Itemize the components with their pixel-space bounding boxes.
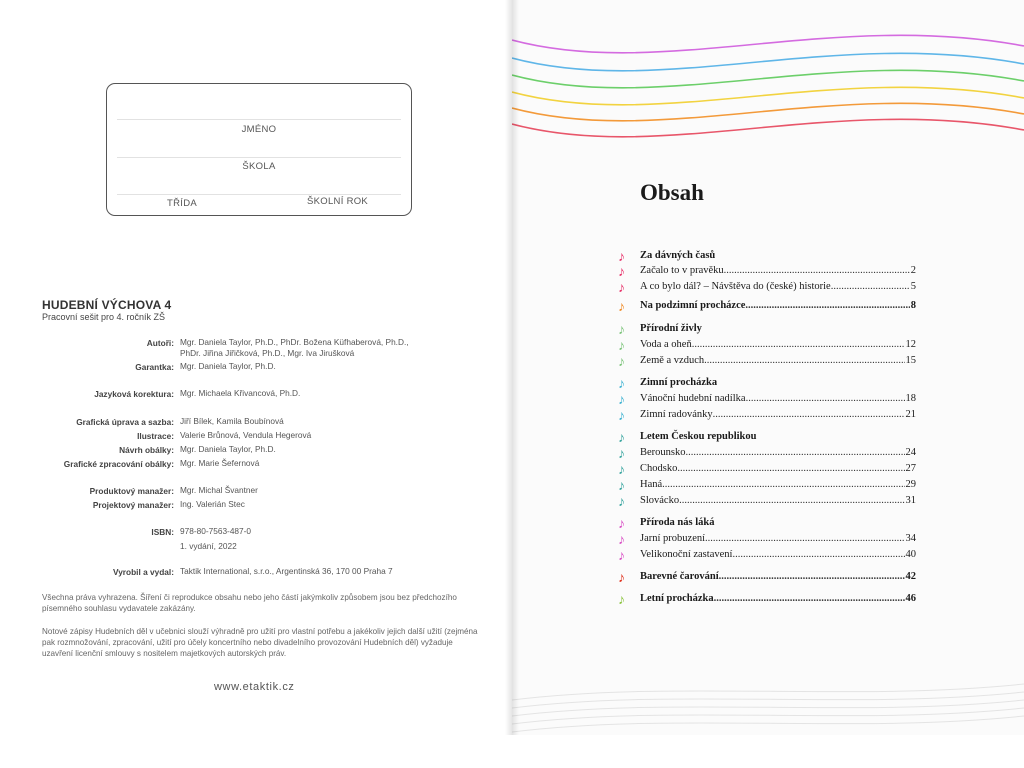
wave-line xyxy=(512,35,1024,52)
toc-entry-title: Berounsko xyxy=(640,447,686,458)
credit-value-layout: Jiří Bílek, Kamila Boubínová xyxy=(180,416,284,426)
credit-value-illustration: Valerie Brůnová, Vendula Hegerová xyxy=(180,430,312,440)
toc-entry xyxy=(640,281,916,292)
toc-section-entry xyxy=(640,300,916,311)
rainbow-wave-decoration xyxy=(512,0,1024,150)
toc-page-number: 2 xyxy=(910,265,916,276)
toc-section-entry xyxy=(640,517,916,528)
toc-entry-title: Za dávných časů xyxy=(640,250,716,261)
right-page xyxy=(512,0,1024,735)
music-note-icon: ♪ xyxy=(618,531,625,547)
license-notice: Notové zápisy Hudebních děl v učebnici slouží výhradně pro užití pro vlastní potřebu a jakékoliv jejich další užití (zejména pak rozmnožování, zpracování, užití pro účely koncertního nebo divadelního provozování Hudebních děl) vyžaduje uzavření licenční smlouvy s nositelem majetkových autorských práv. xyxy=(42,627,478,658)
toc-entry xyxy=(640,339,916,350)
credit-value-cover-graphics: Mgr. Marie Šefernová xyxy=(180,458,260,468)
toc-leader-dots xyxy=(724,265,910,276)
wave-line xyxy=(512,87,1024,104)
toc-leader-dots xyxy=(686,447,905,458)
student-name-box xyxy=(106,83,412,216)
toc-page-number: 8 xyxy=(910,300,916,311)
music-note-icon: ♪ xyxy=(618,429,625,445)
credit-value-publisher: Taktik International, s.r.o., Argentinská 36, 170 00 Praha 7 xyxy=(180,566,393,576)
toc-entry-title: A co bylo dál? – Návštěva do (české) historie xyxy=(640,281,831,292)
staff-line xyxy=(512,716,1024,732)
bottom-staff-lines-decoration xyxy=(512,655,1024,735)
toc-leader-dots xyxy=(732,549,904,560)
toc-entry-title: Barevné čarování xyxy=(640,571,719,582)
toc-entry xyxy=(640,355,916,366)
toc-leader-dots xyxy=(745,300,909,311)
toc-page-number: 29 xyxy=(905,479,916,490)
toc-page-number: 21 xyxy=(905,409,916,420)
music-note-icon: ♪ xyxy=(618,515,625,531)
publisher-website: www.etaktik.cz xyxy=(214,681,295,693)
music-note-icon: ♪ xyxy=(618,279,625,295)
music-note-icon: ♪ xyxy=(618,375,625,391)
credit-value-proofreading: Mgr. Michaela Křivancová, Ph.D. xyxy=(180,388,301,398)
toc-page-number: 5 xyxy=(910,281,916,292)
toc-section-entry xyxy=(640,377,916,388)
toc-section-entry xyxy=(640,323,916,334)
toc-entry-title: Slovácko xyxy=(640,495,680,506)
school-line xyxy=(117,157,401,158)
credit-label-layout: Grafická úprava a sazba: xyxy=(76,417,174,427)
toc-entry-title: Letem Českou republikou xyxy=(640,431,757,442)
credit-value-authors-1: Mgr. Daniela Taylor, Ph.D., PhDr. Božena Küfhaberová, Ph.D., xyxy=(180,337,409,347)
music-note-icon: ♪ xyxy=(618,391,625,407)
music-note-icon: ♪ xyxy=(618,461,625,477)
wave-line xyxy=(512,119,1024,136)
toc-leader-dots xyxy=(719,571,905,582)
toc-entry-title: Haná xyxy=(640,479,663,490)
toc-entry xyxy=(640,265,916,276)
toc-entry-title: Voda a oheň xyxy=(640,339,692,350)
toc-entry-title: Zimní radovánky xyxy=(640,409,713,420)
credit-value-isbn: 978-80-7563-487-0 xyxy=(180,526,252,536)
toc-entry xyxy=(640,409,916,420)
music-note-icon: ♪ xyxy=(618,547,625,563)
class-label: TŘÍDA xyxy=(167,198,197,209)
toc-entry-title: Přírodní živly xyxy=(640,323,702,334)
toc-heading: Obsah xyxy=(640,180,704,205)
name-line xyxy=(117,119,401,120)
music-note-icon: ♪ xyxy=(618,591,625,607)
toc-entry-title: Vánoční hudební nadílka xyxy=(640,393,746,404)
toc-entry-title: Země a vzduch xyxy=(640,355,705,366)
credit-label-guarantor: Garantka: xyxy=(135,362,174,372)
credit-value-product-manager: Mgr. Michal Švantner xyxy=(180,485,258,495)
class-line xyxy=(117,194,401,195)
toc-leader-dots xyxy=(704,355,904,366)
toc-entry xyxy=(640,479,916,490)
credit-value-guarantor: Mgr. Daniela Taylor, Ph.D. xyxy=(180,361,276,371)
toc-page-number: 31 xyxy=(905,495,916,506)
rights-notice: Všechna práva vyhrazena. Šíření či reprodukce obsahu nebo jeho částí jakýmkoliv způsobem jsou bez předchozího písemného souhlasu vydavatele zakázány. xyxy=(42,593,457,613)
toc-section-entry xyxy=(640,431,916,442)
toc-page-number: 42 xyxy=(905,571,916,582)
bottom-margin xyxy=(0,735,1024,768)
toc-entry xyxy=(640,447,916,458)
music-note-icon: ♪ xyxy=(618,263,625,279)
music-note-icon: ♪ xyxy=(618,477,625,493)
toc-page-number: 46 xyxy=(905,593,916,604)
toc-leader-dots xyxy=(692,339,905,350)
school-label: ŠKOLA xyxy=(242,161,276,172)
book-title: HUDEBNÍ VÝCHOVA 4 xyxy=(42,298,172,312)
music-note-icon: ♪ xyxy=(618,407,625,423)
credit-label-isbn: ISBN: xyxy=(151,527,174,537)
credit-value-cover-design: Mgr. Daniela Taylor, Ph.D. xyxy=(180,444,276,454)
credit-label-project-manager: Projektový manažer: xyxy=(92,500,174,510)
toc-entry-title: Velikonoční zastavení xyxy=(640,549,733,560)
credit-label-cover-design: Návrh obálky: xyxy=(119,445,174,455)
wave-line xyxy=(512,70,1024,87)
toc-entry-title: Chodsko xyxy=(640,463,678,474)
toc-leader-dots xyxy=(679,495,904,506)
music-note-icon: ♪ xyxy=(618,569,625,585)
toc-entry xyxy=(640,463,916,474)
credit-label-publisher: Vyrobil a vydal: xyxy=(112,567,174,577)
toc-entry-title: Jarní probuzení xyxy=(640,533,706,544)
credit-label-product-manager: Produktový manažer: xyxy=(89,486,174,496)
music-note-icon: ♪ xyxy=(618,337,625,353)
music-note-icon: ♪ xyxy=(618,298,625,314)
name-label: JMÉNO xyxy=(241,124,277,135)
toc-leader-dots xyxy=(831,281,910,292)
toc-entry-title: Na podzimní procházce xyxy=(640,300,746,311)
music-note-icon: ♪ xyxy=(618,445,625,461)
toc-leader-dots xyxy=(662,479,904,490)
left-page xyxy=(0,0,512,735)
toc-entry-title: Začalo to v pravěku xyxy=(640,265,724,276)
toc-leader-dots xyxy=(713,409,905,420)
music-note-icon: ♪ xyxy=(618,493,625,509)
toc-entry xyxy=(640,393,916,404)
toc-page-number: 27 xyxy=(905,463,916,474)
toc-entry-title: Příroda nás láká xyxy=(640,517,715,528)
toc-leader-dots xyxy=(714,593,905,604)
toc-leader-dots xyxy=(677,463,904,474)
credit-label-authors: Autoři: xyxy=(146,338,174,348)
wave-line xyxy=(512,103,1024,120)
toc-leader-dots xyxy=(746,393,905,404)
credit-value-authors-2: PhDr. Jiřina Jiřičková, Ph.D., Mgr. Iva Jirušková xyxy=(180,348,355,358)
book-subtitle: Pracovní sešit pro 4. ročník ZŠ xyxy=(42,312,166,322)
wave-line xyxy=(512,53,1024,70)
credit-label-proofreading: Jazyková korektura: xyxy=(94,389,174,399)
toc-page-number: 12 xyxy=(905,339,916,350)
toc-entry-title: Letní procházka xyxy=(640,593,714,604)
music-note-icon: ♪ xyxy=(618,321,625,337)
toc-section-entry xyxy=(640,250,916,261)
credit-label-illustration: Ilustrace: xyxy=(137,431,174,441)
school-year-label: ŠKOLNÍ ROK xyxy=(307,196,369,207)
toc-entry xyxy=(640,549,916,560)
credit-value-project-manager: Ing. Valerián Stec xyxy=(180,499,245,509)
music-note-icon: ♪ xyxy=(618,353,625,369)
toc-entry-title: Zimní procházka xyxy=(640,377,718,388)
toc-entry xyxy=(640,495,916,506)
toc-section-entry xyxy=(640,571,916,582)
music-note-icon: ♪ xyxy=(618,248,625,264)
toc-page-number: 24 xyxy=(905,447,916,458)
toc-page-number: 18 xyxy=(905,393,916,404)
toc-page-number: 15 xyxy=(905,355,916,366)
toc-page-number: 34 xyxy=(905,533,916,544)
credit-label-cover-graphics: Grafické zpracování obálky: xyxy=(63,459,174,469)
toc-page-number: 40 xyxy=(905,549,916,560)
toc-leader-dots xyxy=(705,533,904,544)
credit-value-edition: 1. vydání, 2022 xyxy=(180,541,237,551)
toc-entry xyxy=(640,533,916,544)
book-spine-shadow xyxy=(505,0,519,735)
toc-section-entry xyxy=(640,593,916,604)
